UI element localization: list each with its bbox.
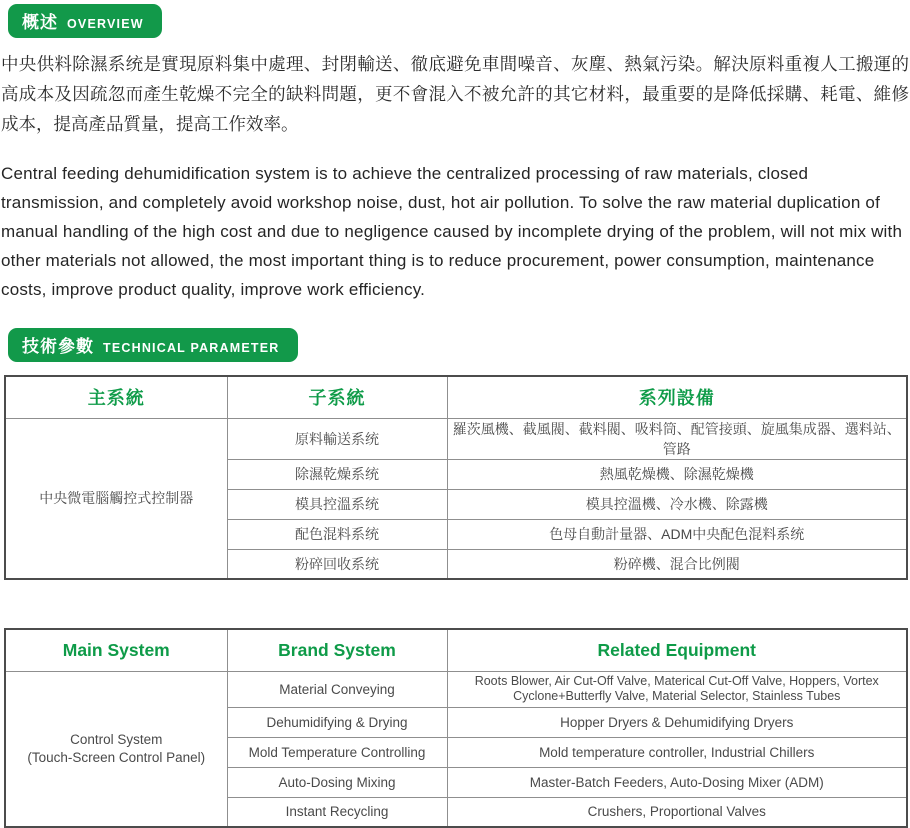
- table-row: [5, 671, 907, 707]
- sub-system-cell: Auto-Dosing Mixing: [227, 767, 447, 797]
- technical-parameter-table-english: [4, 628, 908, 828]
- sub-system-cell: 原料輸送系统: [227, 418, 447, 459]
- table-header-row: [5, 629, 907, 671]
- equipment-cell: 粉碎機、混合比例閥: [447, 549, 907, 579]
- technical-parameter-section-badge: [8, 328, 298, 362]
- technical-parameter-table-chinese: [4, 375, 908, 580]
- equipment-cell: Crushers, Proportional Valves: [447, 797, 907, 827]
- column-header-related-equipment: Related Equipment: [447, 629, 907, 671]
- main-system-cell: [5, 671, 227, 827]
- equipment-cell: Mold temperature controller, Industrial Chillers: [447, 737, 907, 767]
- main-system-line-1: Control System: [70, 731, 163, 747]
- sub-system-cell: Dehumidifying & Drying: [227, 707, 447, 737]
- sub-system-cell: 模具控溫系统: [227, 489, 447, 519]
- equipment-cell: 色母自動計量器、ADM中央配色混料系统: [447, 519, 907, 549]
- overview-badge-zh-label: 概述: [22, 13, 58, 32]
- equipment-cell: Hopper Dryers & Dehumidifying Dryers: [447, 707, 907, 737]
- equipment-cell: 羅茨風機、截風閥、截料閥、吸料筒、配管接頭、旋風集成器、選料站、管路: [447, 418, 907, 459]
- equipment-cell: Roots Blower, Air Cut-Off Valve, Materical Cut-Off Valve, Hoppers, Vortex Cyclone+Butterfly Valve, Material Selector, Stainless Tubes: [447, 671, 907, 707]
- equipment-cell: 模具控溫機、冷水機、除露機: [447, 489, 907, 519]
- sub-system-cell: 除濕乾燥系统: [227, 459, 447, 489]
- sub-system-cell: 粉碎回收系统: [227, 549, 447, 579]
- table-row: [5, 418, 907, 459]
- main-system-line-2: (Touch-Screen Control Panel): [27, 749, 206, 765]
- column-header-main-system: 主系統: [5, 376, 227, 418]
- technical-badge-en-label: TECHNICAL PARAMETER: [103, 341, 280, 355]
- column-header-series-equipment: 系列設備: [447, 376, 907, 418]
- sub-system-cell: Mold Temperature Controlling: [227, 737, 447, 767]
- technical-badge-zh-label: 技術參數: [22, 337, 94, 356]
- equipment-cell: Master-Batch Feeders, Auto-Dosing Mixer (ADM): [447, 767, 907, 797]
- equipment-cell: 熱風乾燥機、除濕乾燥機: [447, 459, 907, 489]
- overview-badge-en-label: OVERVIEW: [67, 17, 144, 31]
- sub-system-cell: 配色混料系统: [227, 519, 447, 549]
- main-system-cell: 中央微電腦觸控式控制器: [5, 418, 227, 579]
- overview-section-badge: [8, 4, 162, 38]
- overview-paragraph-english: Central feeding dehumidification system is to achieve the centralized processing of raw materials, closed transmission, and completely avoid workshop noise, dust, hot air pollution. To solve the raw material duplication of manual handling of the high cost and due to negligence caused by incomplete drying of the problem, will not mix with other materials not allowed, the most important thing is to reduce procurement, power consumption, maintenance costs, improve product quality, improve work efficiency.: [1, 164, 903, 299]
- sub-system-cell: Material Conveying: [227, 671, 447, 707]
- overview-paragraph-chinese: 中央供料除濕系统是實現原料集中處理、封閉輸送、徹底避免車間噪音、灰塵、熱氣污染。解決原料重複人工搬運的高成本及因疏忽而產生乾燥不完全的缺料問題，更不會混入不被允許的其它材料，最重要的是降低採購、耗電、維修成本，提高產品質量，提高工作效率。: [1, 54, 909, 134]
- sub-system-cell: Instant Recycling: [227, 797, 447, 827]
- table-header-row: [5, 376, 907, 418]
- column-header-brand-system: Brand System: [227, 629, 447, 671]
- column-header-sub-system: 子系統: [227, 376, 447, 418]
- column-header-main-system: Main System: [5, 629, 227, 671]
